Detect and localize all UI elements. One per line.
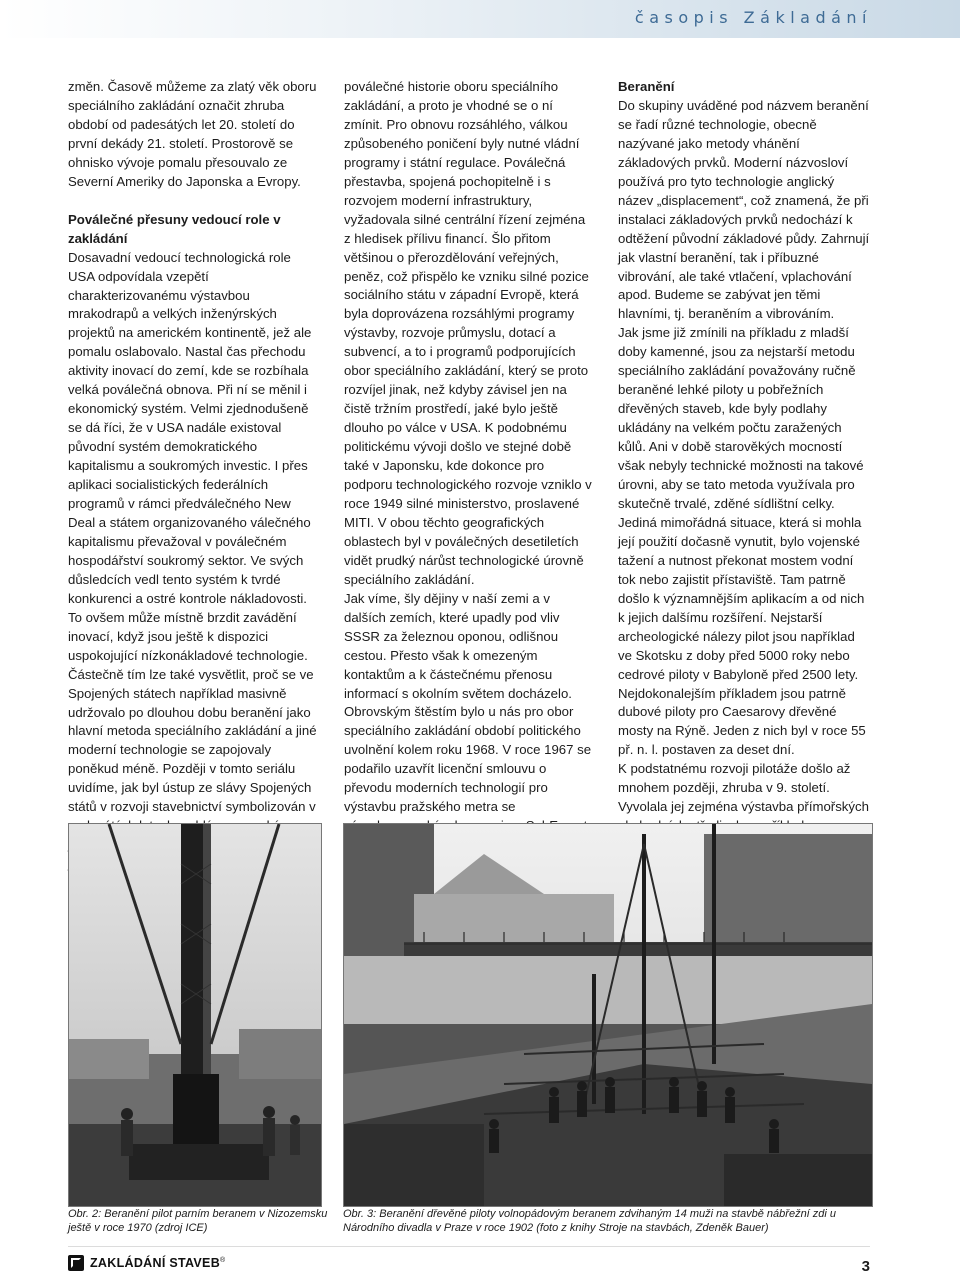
caption-figure-2: Obr. 2: Beranění pilot parním beranem v Nizozemsku ještě v roce 1970 (zdroj ICE) bbox=[68, 1208, 328, 1234]
registered-mark: ® bbox=[220, 1256, 226, 1264]
section-heading: Poválečné přesuny vedoucí role v zakládání bbox=[68, 211, 281, 246]
paragraph: poválečné historie oboru speciálního zakládání, a proto je vhodné se o ní zmínit. Pro obnovu rozsáhlého, válkou způsobeného poničení byly nutné vládní programy i státní regulace. Poválečná přestavba, spojená pochopitelně i s rozvojem moderní infrastruktury, vyžadovala silné centrální řízení zejména z hledisek přílivu financí. Šlo přitom většinou o přerozdělování veřejných, peněz, což přispělo ke vzniku silné pozice sociálního státu v západní Evropě, která byla doprovázena rozsáhlými programy výstavby, rozvoje průmyslu, dotací a subvencí, a to i programů podporujících obor speciálního zakládání, který se proto rozvíjel jinak, než kdyby závisel jen na čistě tržním prostředí, jaké bylo ještě dlouho po válce v USA. K podobnému politickému vývoji došlo ve stejné době také v Japonsku, kde dokonce pro podporu technologického rozvoje vzniklo v roce 1949 silné ministerstvo, proslavené MITI. V obou těchto geografických oblastech byl v poválečných desetiletích vidět prudký nárůst technologické úrovně speciálního zakládání. bbox=[344, 79, 592, 587]
section-heading: Beranění bbox=[618, 79, 675, 94]
steam-pile-driver-image bbox=[69, 824, 321, 1206]
photo-steam-pile-driver bbox=[68, 823, 322, 1207]
page-number: 3 bbox=[861, 1258, 870, 1275]
paragraph: K podstatnému rozvoji pilotáže došlo až mnohem později, zhruba v 9. století. Vyvolala jej zejména výstavba přímořských bbox=[618, 761, 869, 815]
paragraph: Dosavadní vedoucí technologická role USA odpovídala vzepětí charakterizovanému výstavbou mrakodrapů a velkých inženýrských projektů na americkém kontinentě, jež ale pomalu oslabovalo. Nastal čas přechodu aktivity inovací do zemí, kde se rozbíhala velká poválečná obnova. Při ní se měnil i ekonomický systém. Velmi zjednodušeně se dá říci, že v USA nadále existoval původní systém demokratického kapitalismu a soukromých investic. I přes aplikaci socialistických federálních programů v rámci předválečného New Deal a státem organizovaného válečného kapitalismu převažoval v poválečném hospodářství soukromý sektor. Ve svých důsledcích vedl tento systém k tvrdé konkurenci a ostré kontrole nákladovosti. To ovšem může místně brzdit zavádění inovací, když jsou ještě k dispozici uspokojující nízkonákladové technologie. Částečně tím lze také vysvětlit, proč se ve Spojených státech například masivně udržovalo po dlouhou dobu beranění jako hlavní metoda speciálního zakládání a jiné moderní technologie se zapojovaly poněkud méně. Později v tomto seriálu uvidíme, jak byl ústup ze slávy Spojených států v rozvoji stavebnictví symbolizován v bbox=[68, 249, 317, 815]
paragraph: změn. Časově můžeme za zlatý věk oboru speciálního zakládání označit zhruba období od padesátých let 20. století do první dekády 21. století. Prostorově se ohnisko vývoje pomalu přesouvalo ze Severní Ameriky do Japonska a Evropy. bbox=[68, 79, 317, 189]
paragraph: Jak víme, šly dějiny v naší zemi a v dalších zemích, které upadly pod vliv SSSR za železnou oponou, odlišnou cestou. Přesto však k omezeným kontaktům a k částečnému přenosu informací s okolním světem docházelo. Obrovským štěstím bylo u nás pro obor speciálního zakládání období politického uvolnění kolem roku 1968. V roce 1967 se podařilo uzavřít licenční smlouvu o převodu moderních technologií pro výstavbu pražského metra se bbox=[344, 590, 592, 815]
photo-manual-pile-driving-prague bbox=[343, 823, 873, 1207]
paragraph: Jak jsme již zmínili na příkladu z mladší doby kamenné, jsou za nejstarší metodu speciálního zakládání považovány ručně beraněné lehké piloty u pobřežních dřevěných staveb, kde byly podlahy ukládány na velkém počtu zaražených kůlů. Ani v době starověkých mocností však nebyly technické možnosti na takové úrovni, aby se tato metoda využívala pro skutečně trvalé, zděné sídlištní celky. Jediná mimořádná situace, která si mohla její použití dočasně vynutit, bylo vojenské tažení a nutnost překonat mostem vodní tok nebo zajistit přístaviště. Tam patrně došlo k významnějším aplikacím a od nich k jejich dalšímu rozšíření. Nejstarší archeologické nálezy pilot jsou například ve Skotsku z doby před 5000 roky nebo cedrové piloty v Babyloně před 2500 lety. Nejdokonalejším příkladem jsou patrně dubové piloty pro Caesarovy dřevěné mosty na Rýně. Jeden z nich byl v roce 55 př. n. l. postaven za deset dní. bbox=[618, 325, 866, 758]
paragraph: Do skupiny uváděné pod názvem beranění se řadí různé technologie, obecně nazývané jako metody vhánění základových prvků. Moderní názvosloví používá pro tyto technologie anglický název „displacement“, což znamená, že při instalaci základových prvků nedochází k odtěžení původní základové půdy. Zahrnují jak vlastní beranění, tak i příbuzné vibrování, ale také vtlačení, vplachování apod. Budeme se zabývat jen těmi hlavními, tj. beraněním a vibrováním. bbox=[618, 97, 870, 322]
logo-text-label: ZAKLÁDÁNÍ STAVEB bbox=[90, 1256, 221, 1270]
logo-mark-icon bbox=[68, 1255, 84, 1271]
caption-figure-3: Obr. 3: Beranění dřevěné piloty volnopádovým beranem zdvihaným 14 muži na stavbě nábřežní zdi u Národního divadla v Praze v roce 1902 (foto z knihy Stroje na stavbách, Zdeněk Bauer) bbox=[343, 1208, 837, 1234]
logo-text bbox=[90, 1256, 226, 1270]
publisher-logo bbox=[68, 1254, 226, 1272]
header-bar bbox=[0, 0, 960, 38]
prague-pile-driving-image bbox=[344, 824, 872, 1206]
footer-divider bbox=[68, 1246, 870, 1247]
journal-title: časopis Základání bbox=[634, 8, 872, 27]
